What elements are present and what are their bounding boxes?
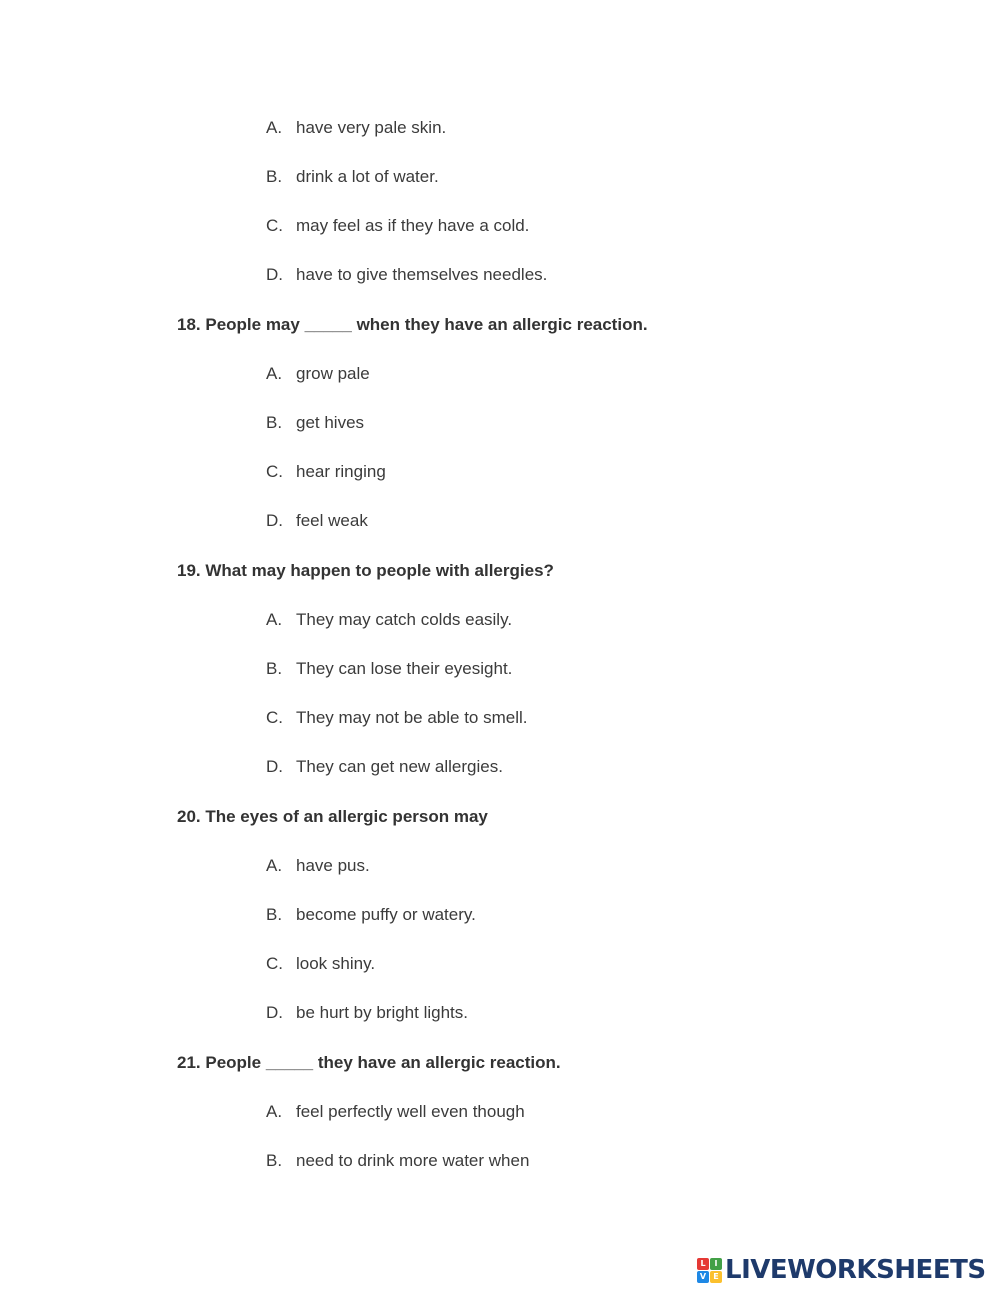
logo-cell: L — [697, 1258, 709, 1270]
option-letter: A. — [266, 610, 283, 629]
q20-option-d[interactable] — [266, 1003, 468, 1023]
q18-option-a[interactable] — [266, 364, 370, 384]
option-text: be hurt by bright lights. — [296, 1003, 468, 1022]
option-text: They can lose their eyesight. — [296, 659, 513, 678]
option-letter: B. — [266, 413, 283, 432]
option-letter: D. — [266, 511, 283, 530]
option-letter: B. — [266, 905, 283, 924]
option-letter: A. — [266, 118, 283, 137]
option-text: They may not be able to smell. — [296, 708, 528, 727]
q17-option-d[interactable] — [266, 265, 547, 285]
option-text: grow pale — [296, 364, 370, 383]
q18-option-d[interactable] — [266, 511, 368, 531]
option-text: They may catch colds easily. — [296, 610, 513, 629]
option-letter: A. — [266, 856, 283, 875]
option-letter: D. — [266, 265, 283, 284]
liveworksheets-logo-icon — [697, 1258, 722, 1283]
logo-cell: E — [710, 1271, 722, 1283]
option-text: get hives — [296, 413, 365, 432]
q17-option-c[interactable] — [266, 216, 529, 236]
option-text: become puffy or watery. — [296, 905, 476, 924]
q19-option-c[interactable] — [266, 708, 528, 728]
q19-option-b[interactable] — [266, 659, 512, 679]
option-text: drink a lot of water. — [296, 167, 439, 186]
option-letter: C. — [266, 462, 283, 481]
option-text: need to drink more water when — [296, 1151, 530, 1170]
option-text: hear ringing — [296, 462, 386, 481]
brand-name: LIVEWORKSHEETS — [725, 1255, 986, 1285]
option-text: have to give themselves needles. — [296, 265, 548, 284]
option-text: have very pale skin. — [296, 118, 447, 137]
option-text: look shiny. — [296, 954, 376, 973]
q18-option-c[interactable] — [266, 462, 386, 482]
q20-option-c[interactable] — [266, 954, 375, 974]
option-letter: A. — [266, 1102, 283, 1121]
option-letter: C. — [266, 708, 283, 727]
q20-question: 20. The eyes of an allergic person may — [177, 807, 488, 826]
logo-cell: V — [697, 1271, 709, 1283]
option-text: They can get new allergies. — [296, 757, 503, 776]
q19-option-a[interactable] — [266, 610, 512, 630]
option-text: feel perfectly well even though — [296, 1102, 525, 1121]
q21-option-a[interactable] — [266, 1102, 525, 1122]
q18-question: 18. People may _____ when they have an allergic reaction. — [177, 315, 648, 334]
q21-question: 21. People _____ they have an allergic reaction. — [177, 1053, 561, 1072]
q21-option-b[interactable] — [266, 1151, 529, 1171]
q20-option-a[interactable] — [266, 856, 370, 876]
option-text: may feel as if they have a cold. — [296, 216, 530, 235]
option-letter: B. — [266, 1151, 283, 1170]
q17-option-b[interactable] — [266, 167, 439, 187]
q17-option-a[interactable] — [266, 118, 446, 138]
q19-option-d[interactable] — [266, 757, 503, 777]
q19-question: 19. What may happen to people with allergies? — [177, 561, 554, 580]
logo-cell: I — [710, 1258, 722, 1270]
option-text: feel weak — [296, 511, 368, 530]
option-letter: C. — [266, 216, 283, 235]
option-letter: B. — [266, 167, 283, 186]
q20-option-b[interactable] — [266, 905, 476, 925]
option-text: have pus. — [296, 856, 370, 875]
option-letter: A. — [266, 364, 283, 383]
liveworksheets-brand — [697, 1257, 986, 1283]
option-letter: D. — [266, 757, 283, 776]
option-letter: C. — [266, 954, 283, 973]
option-letter: D. — [266, 1003, 283, 1022]
q18-option-b[interactable] — [266, 413, 364, 433]
option-letter: B. — [266, 659, 283, 678]
